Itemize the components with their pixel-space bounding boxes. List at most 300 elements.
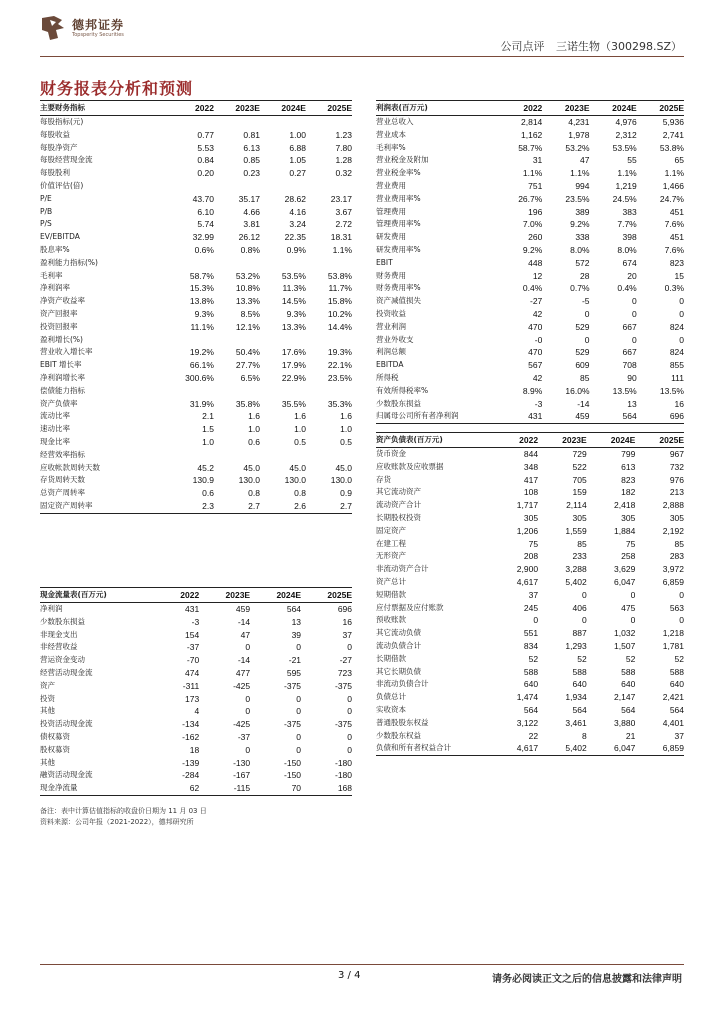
- table-row: [40, 782, 352, 795]
- table-row: [376, 193, 684, 206]
- row-label: 净利润率: [40, 283, 70, 293]
- cell-value: [306, 385, 352, 398]
- cell-value: -21: [288, 655, 302, 666]
- cell-value: 1,474: [516, 692, 539, 703]
- company-logo: [40, 14, 190, 44]
- cell-value: 3,880: [614, 717, 636, 728]
- table-row: [376, 666, 684, 679]
- cell-value: 2.7: [306, 500, 352, 513]
- cell-value: -115: [199, 782, 250, 795]
- cell-value: 2,900: [516, 564, 539, 575]
- cell-value: 1,466: [662, 180, 684, 191]
- logo-text-en: Topsperity Securities: [72, 32, 124, 38]
- cell-value: 53.2%: [565, 142, 590, 153]
- cell-value: 0.81: [243, 129, 260, 140]
- cell-value: 406: [572, 602, 587, 613]
- cell-value: -180: [334, 757, 352, 768]
- cell-value: 16: [674, 398, 684, 409]
- cell-value: 42: [532, 372, 543, 383]
- cell-value: 1,934: [565, 692, 587, 703]
- cell-value: 0: [245, 642, 251, 653]
- cell-value: 1.1%: [570, 168, 590, 179]
- table-row: [376, 538, 684, 551]
- table-row: [40, 398, 352, 411]
- cell-value: 2,421: [662, 692, 684, 703]
- cell-value: 0: [296, 693, 302, 704]
- cell-value: 11.7%: [328, 283, 352, 294]
- company-name: 三诺生物（300298.SZ）: [555, 40, 682, 53]
- row-label: 营业费用率%: [376, 193, 421, 203]
- cell-value: 245: [523, 602, 539, 613]
- cell-value: 75: [625, 538, 636, 549]
- row-label: 管理费用率%: [376, 219, 421, 229]
- income-statement-table: [376, 100, 684, 424]
- logo-text-cn: 德邦证券: [72, 18, 125, 32]
- table-row: [40, 244, 352, 257]
- cell-value: 1,162: [521, 129, 543, 140]
- cell-value: 0: [679, 308, 684, 319]
- logo-icon: [40, 14, 66, 42]
- row-label: 资产总计: [376, 576, 406, 586]
- table-row: [40, 282, 352, 295]
- table-row: [40, 385, 352, 398]
- cell-value: 35.8%: [235, 398, 260, 409]
- cell-value: 4,401: [662, 717, 684, 728]
- cell-value: 13.8%: [189, 296, 214, 307]
- cell-value: 3.67: [335, 206, 352, 217]
- cell-value: 66.1%: [189, 360, 214, 371]
- cell-value: 564: [286, 604, 302, 614]
- row-label: 存货: [376, 474, 391, 484]
- cell-value: 3,461: [565, 717, 587, 728]
- cell-value: 0: [679, 589, 684, 600]
- cell-value: 2.3: [160, 500, 214, 513]
- cell-value: 564: [572, 704, 587, 715]
- cell-value: 6.10: [197, 206, 214, 217]
- cell-value: 52: [674, 653, 684, 664]
- cell-value: 47: [580, 155, 590, 166]
- row-label: 应收账款及应收票据: [376, 461, 444, 471]
- row-label: 营业费用: [376, 180, 406, 190]
- footer-divider: [40, 964, 684, 965]
- table-row: [40, 346, 352, 359]
- cell-value: [160, 334, 214, 347]
- cell-value: 0.9: [340, 488, 352, 499]
- cell-value: 1.1%: [332, 244, 352, 255]
- cell-value: 640: [523, 679, 539, 690]
- main-indicators-table: [40, 100, 352, 514]
- cell-value: 588: [523, 666, 539, 677]
- cell-value: -284: [182, 770, 200, 781]
- cell-value: 13.3%: [235, 296, 260, 307]
- cell-value: 8.0%: [570, 244, 590, 255]
- table-row: [40, 154, 352, 167]
- balance-sheet-table: [376, 432, 684, 756]
- year-header: 2025E: [306, 101, 352, 116]
- cell-value: 640: [669, 679, 684, 690]
- cell-value: 19.2%: [189, 347, 214, 358]
- table-row: [40, 410, 352, 423]
- cell-value: 967: [669, 449, 684, 459]
- row-label: 速动比率: [40, 424, 70, 434]
- cell-value: 0: [679, 296, 684, 307]
- cell-value: -37: [237, 731, 251, 742]
- row-label: 偿债能力指标: [40, 385, 85, 395]
- cell-value: 17.9%: [281, 360, 306, 371]
- cell-value: 448: [528, 257, 543, 268]
- row-label: 净利润增长率: [40, 372, 85, 382]
- row-label: 其他: [40, 706, 55, 716]
- cell-value: 431: [185, 604, 200, 614]
- row-label: 其他: [40, 757, 55, 767]
- table-row: [376, 589, 684, 602]
- cell-value: 729: [572, 449, 587, 459]
- cell-value: [260, 334, 306, 347]
- cell-value: 19.3%: [327, 347, 352, 358]
- cell-value: 0: [347, 693, 352, 704]
- cell-value: 529: [575, 347, 590, 358]
- page-number: 3 / 4: [338, 970, 361, 981]
- cell-value: 213: [669, 487, 684, 498]
- cell-value: [306, 180, 352, 193]
- cell-value: 53.8%: [659, 142, 684, 153]
- cell-value: 6.88: [289, 142, 306, 153]
- cell-value: -37: [186, 642, 200, 653]
- row-label: 营业税金及附加: [376, 155, 429, 165]
- cell-value: 20: [627, 270, 637, 281]
- table-row: [376, 448, 684, 461]
- cell-value: 823: [669, 257, 684, 268]
- disclaimer: 请务必阅读正文之后的信息披露和法律声明: [492, 974, 682, 985]
- cell-value: 111: [671, 372, 684, 383]
- table-row: [40, 462, 352, 475]
- cell-value: 0.4%: [617, 283, 637, 294]
- cell-value: 28: [580, 270, 590, 281]
- table-row: [40, 423, 352, 436]
- table-row: [40, 487, 352, 500]
- cell-value: 45.0: [335, 462, 352, 473]
- table-row: [40, 474, 352, 487]
- cell-value: 477: [235, 667, 251, 678]
- row-label: 营业税金率%: [376, 168, 421, 178]
- cell-value: 16: [342, 616, 352, 627]
- cell-value: -311: [182, 680, 200, 691]
- row-label: 应付票据及应付账款: [376, 602, 444, 612]
- cell-value: 70: [250, 782, 301, 795]
- cell-value: 52: [625, 653, 636, 664]
- cell-value: -14: [237, 616, 251, 627]
- table-row: [376, 512, 684, 525]
- cell-value: 2.72: [335, 219, 352, 230]
- cell-value: 15.3%: [189, 283, 214, 294]
- row-label: 资产负债率: [40, 398, 78, 408]
- cell-value: 173: [185, 693, 200, 704]
- cell-value: 564: [669, 704, 684, 715]
- table-row: [40, 167, 352, 180]
- cell-value: 0: [632, 334, 637, 345]
- cell-value: 1.6: [340, 411, 352, 422]
- cell-value: 7.7%: [617, 219, 637, 230]
- cell-value: 45.0: [289, 462, 306, 473]
- cell-value: 0: [581, 589, 587, 600]
- section-title: 财务报表分析和预测: [40, 79, 194, 98]
- row-label: EV/EBITDA: [40, 232, 80, 242]
- cell-value: 15: [674, 270, 684, 281]
- row-label: 营业外收支: [376, 334, 414, 344]
- cell-value: 62: [160, 782, 199, 795]
- cell-value: [260, 180, 306, 193]
- table-row: [40, 744, 352, 757]
- table-row: [40, 321, 352, 334]
- cell-value: 12.1%: [235, 321, 260, 332]
- cell-value: 1,978: [568, 129, 590, 140]
- cell-value: 1.0: [248, 424, 260, 435]
- row-label: 营业利润: [376, 321, 406, 331]
- cell-value: 37: [528, 589, 539, 600]
- row-label: 其它长期负债: [376, 666, 421, 676]
- cell-value: 6,047: [587, 742, 636, 755]
- row-label: 资产减值损失: [376, 296, 421, 306]
- cell-value: 705: [572, 474, 587, 485]
- row-label: 每股收益: [40, 129, 70, 139]
- table-row: [376, 218, 684, 231]
- cell-value: -139: [182, 757, 200, 768]
- cell-value: 708: [622, 360, 637, 371]
- cell-value: 563: [669, 602, 684, 613]
- cell-value: 609: [575, 360, 590, 371]
- row-label: 研发费用: [376, 232, 406, 242]
- cell-value: -375: [284, 719, 302, 730]
- cell-value: 459: [542, 410, 589, 423]
- cell-value: 0.8: [294, 488, 306, 499]
- cell-value: 1.0: [340, 424, 352, 435]
- table-row: [40, 449, 352, 462]
- row-label: 在建工程: [376, 538, 406, 548]
- table-row: [376, 550, 684, 563]
- row-label: 毛利率: [40, 270, 63, 280]
- cell-value: 1.5: [202, 424, 214, 435]
- row-label: 经营活动现金流: [40, 667, 93, 677]
- cell-value: 2,192: [662, 525, 684, 536]
- cell-value: 2,312: [615, 129, 637, 140]
- row-label: 有效所得税率%: [376, 385, 429, 395]
- cell-value: 52: [577, 653, 587, 664]
- row-label: 货币资金: [376, 449, 406, 458]
- cell-value: -5: [581, 296, 590, 307]
- cell-value: 640: [572, 679, 587, 690]
- cell-value: 1.1%: [664, 168, 684, 179]
- row-label: 盈利能力指标(%): [40, 257, 98, 267]
- cell-value: 431: [496, 410, 542, 423]
- cell-value: 1,032: [614, 628, 636, 639]
- cell-value: 12: [532, 270, 543, 281]
- cell-value: -3: [191, 616, 200, 627]
- row-label: 研发费用率%: [376, 244, 421, 254]
- cell-value: 417: [523, 474, 539, 485]
- cell-value: 0: [632, 296, 637, 307]
- cell-value: 24.7%: [659, 193, 684, 204]
- cell-value: 13.5%: [612, 385, 637, 396]
- cell-value: 8.5%: [240, 308, 260, 319]
- table-row: [376, 142, 684, 155]
- row-label: 固定资产: [376, 525, 406, 535]
- table-row: [40, 629, 352, 642]
- row-label: 非流动负债合计: [376, 679, 429, 689]
- row-label: 净资产收益率: [40, 296, 85, 306]
- cell-value: 90: [627, 372, 637, 383]
- cell-value: 53.2%: [235, 270, 260, 281]
- table-row: [40, 436, 352, 449]
- row-label: 流动资产合计: [376, 500, 421, 510]
- cell-value: 1.1%: [617, 168, 637, 179]
- cell-value: 168: [301, 782, 352, 795]
- notes: [40, 806, 207, 828]
- cell-value: 588: [572, 666, 587, 677]
- cell-value: 1,507: [614, 640, 636, 651]
- cell-value: 3,629: [614, 564, 636, 575]
- table-row: [376, 116, 684, 129]
- cell-value: 24.5%: [612, 193, 637, 204]
- table-row: [376, 180, 684, 193]
- year-header: 2022: [496, 433, 538, 448]
- cell-value: 1.0: [294, 424, 306, 435]
- year-header: 2025E: [637, 101, 684, 116]
- cell-value: 1.6: [294, 411, 306, 422]
- row-label: P/E: [40, 193, 52, 203]
- cell-value: 55: [627, 155, 637, 166]
- table-header-row: [376, 433, 684, 448]
- cell-value: 2.7: [214, 500, 260, 513]
- row-label: 营业总收入: [376, 117, 414, 126]
- table-row: [376, 461, 684, 474]
- cell-value: 564: [523, 704, 539, 715]
- cell-value: 0.8: [248, 488, 260, 499]
- cell-value: 10.8%: [235, 283, 260, 294]
- cell-value: 39: [291, 629, 302, 640]
- cell-value: 0.84: [197, 155, 214, 166]
- table-title: 主要财务指标: [40, 101, 160, 116]
- cell-value: 130.0: [238, 475, 260, 486]
- row-label: 净利润: [40, 604, 63, 613]
- cell-value: [160, 116, 214, 129]
- cell-value: 208: [523, 551, 539, 562]
- cell-value: 2,147: [614, 692, 636, 703]
- cell-value: -162: [182, 731, 200, 742]
- cell-value: 2,888: [662, 500, 684, 511]
- cell-value: 389: [575, 206, 590, 217]
- cell-value: 0.4%: [522, 283, 543, 294]
- row-label: 投资活动现金流: [40, 719, 93, 729]
- cell-value: 22.35: [284, 232, 306, 243]
- cell-value: 233: [572, 551, 587, 562]
- cell-value: 5.53: [197, 142, 214, 153]
- cell-value: 1,293: [565, 640, 587, 651]
- cell-value: 28.62: [284, 193, 306, 204]
- cell-value: [260, 449, 306, 462]
- cell-value: 23.5%: [327, 372, 352, 383]
- year-header: 2024E: [250, 588, 301, 603]
- year-header: 2023E: [538, 433, 587, 448]
- row-label: 价值评估(倍): [40, 180, 84, 190]
- row-label: 存货周转天数: [40, 475, 85, 485]
- cell-value: 0.6: [202, 488, 214, 499]
- cell-value: 0.7%: [570, 283, 590, 294]
- cell-value: 696: [337, 604, 352, 614]
- table-row: [376, 244, 684, 257]
- table-row: [40, 308, 352, 321]
- cell-value: [306, 257, 352, 270]
- row-label: EBIT 增长率: [40, 360, 82, 370]
- row-label: EBIT: [376, 257, 393, 267]
- row-label: 实收资本: [376, 704, 406, 714]
- cell-value: 35.5%: [281, 398, 306, 409]
- cell-value: 26.12: [238, 232, 260, 243]
- row-label: 营业收入增长率: [40, 347, 93, 357]
- table-row: [376, 129, 684, 142]
- cell-value: -27: [339, 655, 352, 666]
- cell-value: 0: [584, 308, 590, 319]
- cell-value: 1,206: [516, 525, 539, 536]
- cell-value: 3.81: [243, 219, 260, 230]
- cell-value: 799: [621, 449, 636, 459]
- table-row: [40, 193, 352, 206]
- table-row: [40, 769, 352, 782]
- cell-value: 564: [590, 410, 637, 423]
- cell-value: 2.1: [202, 411, 214, 422]
- table-row: [376, 257, 684, 270]
- cell-value: 85: [577, 538, 587, 549]
- table-row: [40, 359, 352, 372]
- row-label: 盈利增长(%): [40, 334, 83, 344]
- row-label: 无形资产: [376, 551, 406, 561]
- row-label: 投资: [40, 693, 55, 703]
- cell-value: [260, 116, 306, 129]
- cell-value: 9.2%: [570, 219, 590, 230]
- cashflow-table: [40, 587, 352, 796]
- cell-value: 6.13: [243, 142, 260, 153]
- table-row: [40, 705, 352, 718]
- cell-value: 824: [669, 347, 684, 358]
- cell-value: 751: [528, 180, 543, 191]
- row-label: P/B: [40, 206, 53, 216]
- cell-value: -150: [284, 757, 302, 768]
- cell-value: 2,418: [614, 500, 636, 511]
- row-label: 应收帐款周转天数: [40, 462, 100, 472]
- table-row: [376, 231, 684, 244]
- cell-value: 0.27: [289, 168, 306, 179]
- cell-value: 18.31: [330, 232, 352, 243]
- cell-value: 4,617: [516, 576, 539, 587]
- row-label: 利润总额: [376, 347, 406, 357]
- table-row: [376, 742, 684, 755]
- cell-value: 459: [235, 604, 251, 614]
- table-row: [40, 616, 352, 629]
- row-label: 其它流动资产: [376, 487, 421, 497]
- cell-value: [214, 449, 260, 462]
- cell-value: 1.00: [289, 129, 306, 140]
- cell-value: 1,559: [565, 525, 587, 536]
- cell-value: 0.77: [197, 129, 214, 140]
- cell-value: -14: [577, 398, 590, 409]
- cell-value: 5,402: [538, 742, 587, 755]
- cell-value: -0: [534, 334, 543, 345]
- cell-value: 0: [245, 693, 251, 704]
- table-row: [40, 718, 352, 731]
- cell-value: 45.2: [197, 462, 214, 473]
- cell-value: 42: [532, 308, 543, 319]
- table-row: [40, 206, 352, 219]
- row-label: EBITDA: [376, 360, 404, 370]
